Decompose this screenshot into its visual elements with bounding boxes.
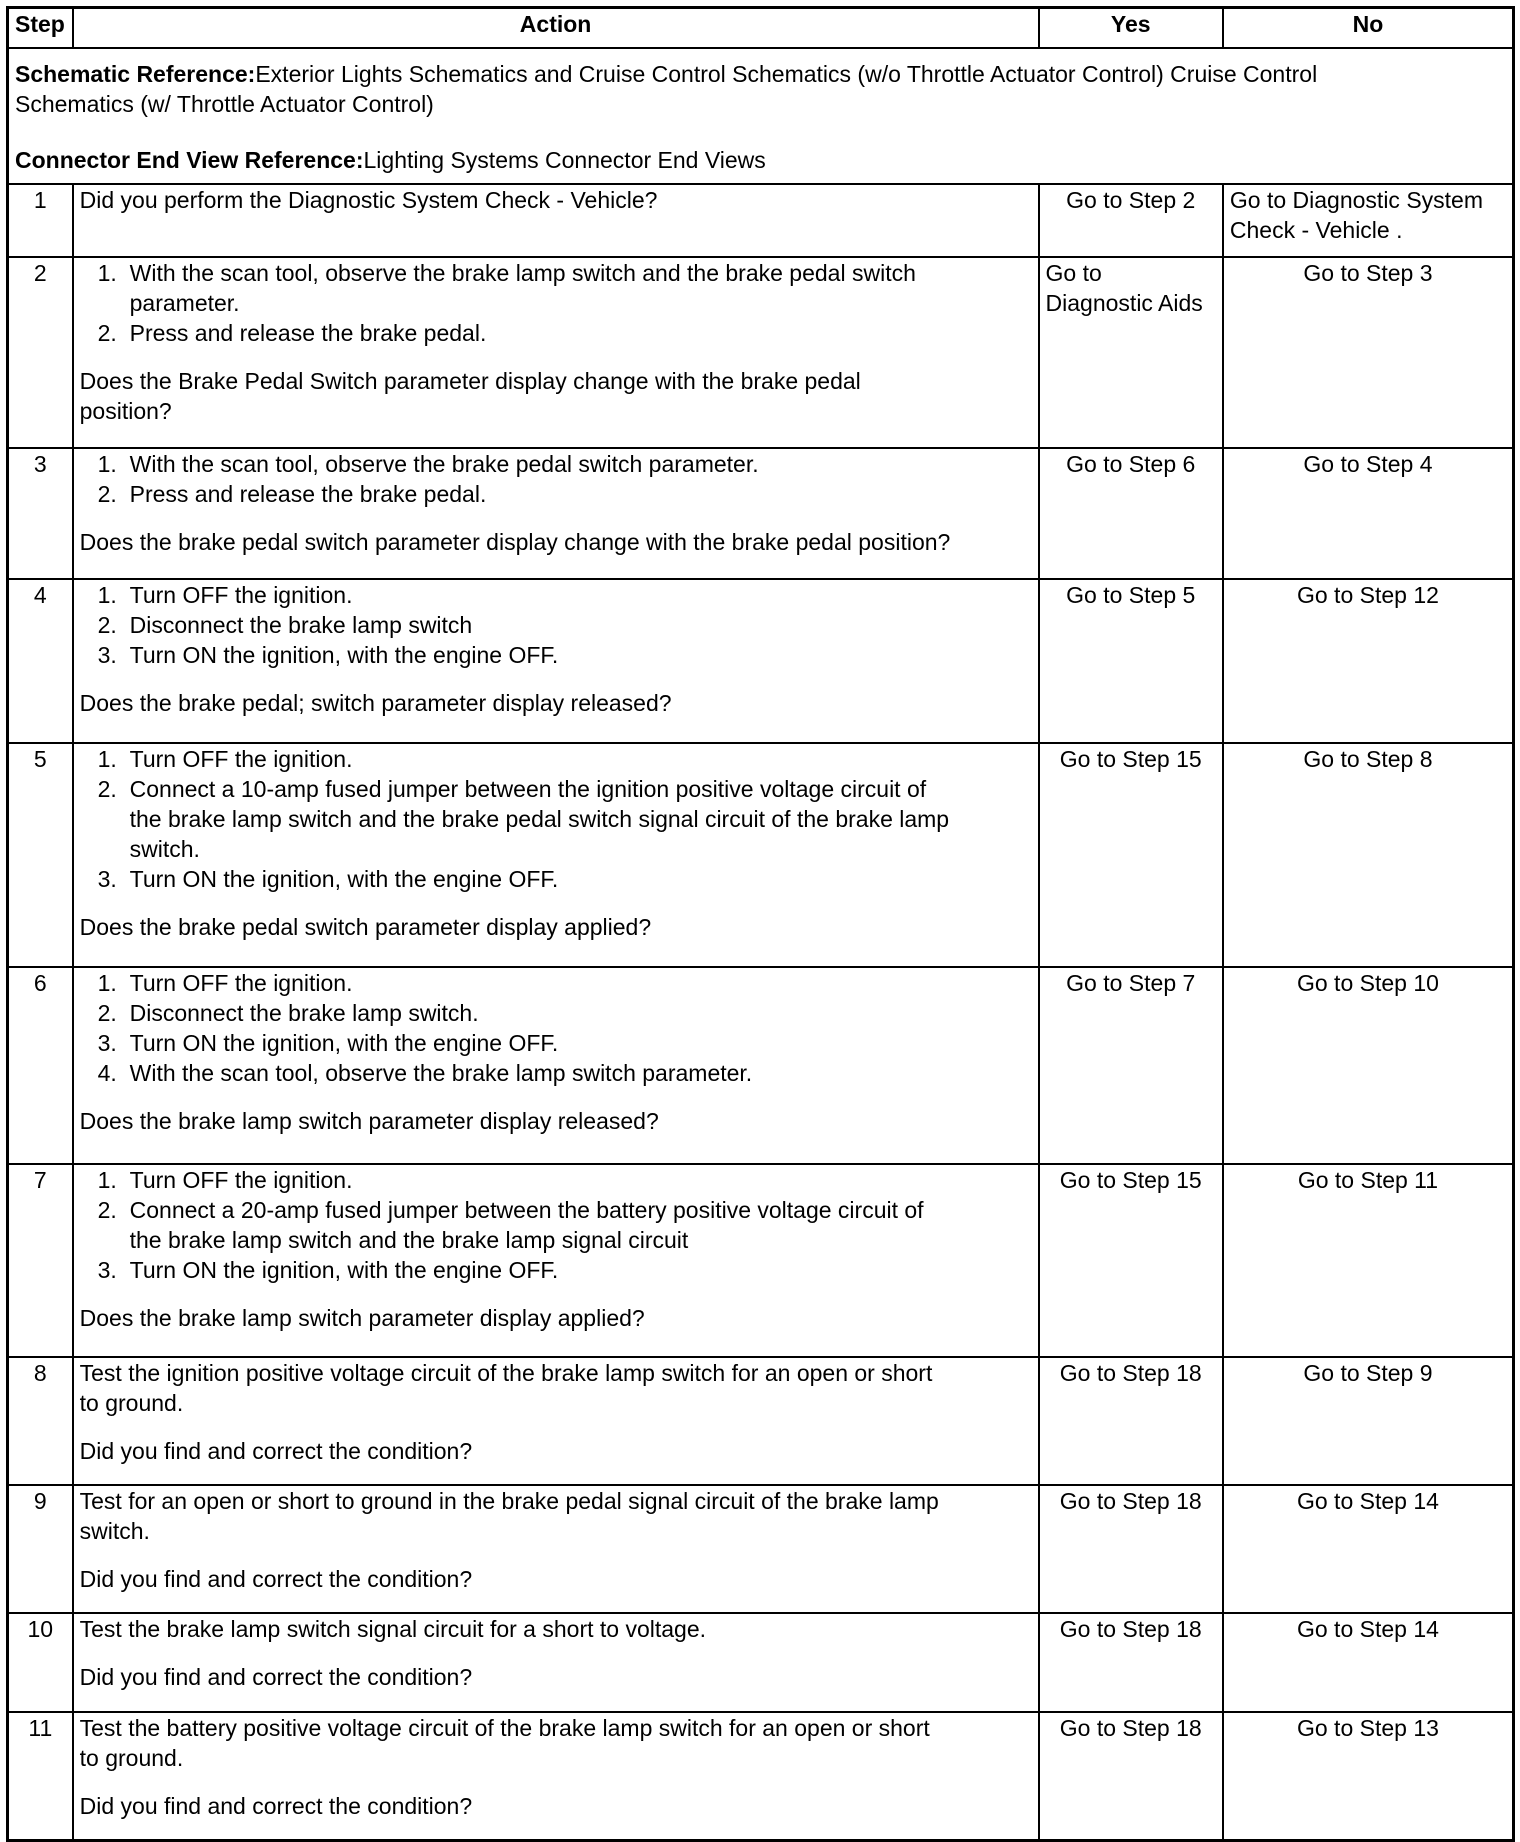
diagnostic-table-container: [6, 6, 1515, 1842]
yes-result-text[interactable]: Go to Step 7: [1066, 970, 1196, 996]
action-question-line: Does the brake pedal switch parameter display change with the brake pedal position?: [79, 529, 951, 555]
action-step-text: Turn OFF the ignition.: [129, 582, 353, 608]
action-step-text: Connect a 20-amp fused jumper between the battery positive voltage circuit of: [129, 1197, 924, 1223]
action-question: [80, 1106, 1032, 1136]
no-result[interactable]: [1223, 967, 1514, 1164]
no-result[interactable]: [1223, 1613, 1514, 1712]
action-cell: [73, 184, 1039, 257]
action-step-item: [80, 968, 1032, 998]
action-question-line: Does the brake lamp switch parameter display applied?: [79, 1305, 645, 1331]
connector-reference-text[interactable]: Lighting Systems Connector End Views: [363, 147, 766, 173]
action-cell: [73, 579, 1039, 743]
action-question: [80, 366, 1032, 426]
yes-result-text[interactable]: Go to Step 18: [1059, 1488, 1202, 1514]
action-step-number: 1.: [97, 746, 117, 772]
step-row: [8, 257, 1514, 448]
action-cell: [73, 967, 1039, 1164]
no-result-text[interactable]: Go to Step 3: [1303, 260, 1433, 286]
step-number: 5: [8, 743, 73, 967]
action-cell: [73, 1485, 1039, 1613]
action-question: [80, 1662, 1032, 1692]
action-step-number: 2.: [97, 1197, 117, 1223]
action-step-text: Turn ON the ignition, with the engine OFF.: [129, 642, 559, 668]
yes-result-text[interactable]: Go to Step 5: [1066, 582, 1196, 608]
action-step-item: [80, 580, 1032, 610]
action-step-list: [80, 449, 1032, 509]
action-step-number: 2.: [97, 776, 117, 802]
no-result[interactable]: [1223, 743, 1514, 967]
step-number: 1: [8, 184, 73, 257]
no-result[interactable]: [1223, 1164, 1514, 1357]
no-result-text[interactable]: Go to Step 13: [1296, 1715, 1439, 1741]
action-step-number: 2.: [97, 320, 117, 346]
action-step-number: 2.: [97, 1000, 117, 1026]
schematic-reference-continued[interactable]: Schematics (w/ Throttle Actuator Control): [15, 91, 434, 117]
action-step-number: 1.: [97, 260, 117, 286]
action-step-number: 2.: [97, 481, 117, 507]
action-text: Test the battery positive voltage circuit of the brake lamp switch for an open or short: [79, 1715, 930, 1741]
action-step-text: Turn OFF the ignition.: [129, 1167, 353, 1193]
action-step-text: Connect a 10-amp fused jumper between the ignition positive voltage circuit of: [129, 776, 927, 802]
action-step-item: [80, 1028, 1032, 1058]
yes-result[interactable]: [1039, 743, 1223, 967]
action-question-line: Did you find and correct the condition?: [79, 1566, 473, 1592]
action-cell: [73, 257, 1039, 448]
no-result-text[interactable]: Go to Step 10: [1296, 970, 1439, 996]
yes-result[interactable]: [1039, 1357, 1223, 1485]
yes-column-header: Yes: [1039, 8, 1223, 49]
action-text: to ground.: [79, 1390, 184, 1416]
action-step-text: Disconnect the brake lamp switch.: [129, 1000, 479, 1026]
action-step-number: 1.: [97, 970, 117, 996]
action-question: [80, 688, 1032, 718]
yes-result[interactable]: [1039, 579, 1223, 743]
action-question: [80, 1436, 1032, 1466]
action-step-list: [80, 744, 1032, 894]
action-question-line: Did you find and correct the condition?: [79, 1793, 473, 1819]
action-step-text: Press and release the brake pedal.: [129, 481, 487, 507]
action-step-number: 3.: [97, 866, 117, 892]
step-number: 9: [8, 1485, 73, 1613]
action-step-item: [80, 744, 1032, 774]
action-step-item: [80, 998, 1032, 1028]
yes-result[interactable]: [1039, 257, 1223, 448]
step-row: [8, 1357, 1514, 1485]
step-number: 7: [8, 1164, 73, 1357]
reference-cell: [8, 48, 1514, 184]
reference-spacer: [15, 119, 1506, 145]
action-step-item: [80, 258, 1032, 318]
action-step-number: 1.: [97, 1167, 117, 1193]
step-row: [8, 967, 1514, 1164]
step-number: 6: [8, 967, 73, 1164]
reference-row: [8, 48, 1514, 184]
no-result[interactable]: [1223, 257, 1514, 448]
action-step-text: parameter.: [129, 290, 240, 316]
action-step-number: 3.: [97, 1030, 117, 1056]
action-text: to ground.: [79, 1745, 184, 1771]
action-step-item: [80, 318, 1032, 348]
step-row: [8, 743, 1514, 967]
action-step-number: 2.: [97, 612, 117, 638]
action-step-item: [80, 640, 1032, 670]
action-step-text: Turn OFF the ignition.: [129, 746, 353, 772]
action-step-item: [80, 1165, 1032, 1195]
step-number: 2: [8, 257, 73, 448]
action-column-header: Action: [73, 8, 1039, 49]
action-step-item: [80, 1255, 1032, 1285]
action-step-text: Turn ON the ignition, with the engine OFF.: [129, 1257, 559, 1283]
action-text: Test the brake lamp switch signal circuit for a short to voltage.: [79, 1616, 707, 1642]
no-result[interactable]: [1223, 1357, 1514, 1485]
action-step-text: the brake lamp switch and the brake lamp signal circuit: [129, 1227, 689, 1253]
action-step-text: Disconnect the brake lamp switch: [129, 612, 473, 638]
action-step-text: Turn ON the ignition, with the engine OFF.: [129, 1030, 559, 1056]
action-question: [80, 1303, 1032, 1333]
action-question: [80, 1564, 1032, 1594]
action-text: Test for an open or short to ground in the brake pedal signal circuit of the brake lamp: [79, 1488, 939, 1514]
action-step-list: [80, 1165, 1032, 1285]
step-row: [8, 1485, 1514, 1613]
action-cell: [73, 1712, 1039, 1840]
step-number: 10: [8, 1613, 73, 1712]
action-step-text: the brake lamp switch and the brake pedal switch signal circuit of the brake lamp: [129, 806, 950, 832]
step-number: 3: [8, 448, 73, 579]
step-number: 11: [8, 1712, 73, 1840]
no-result-text[interactable]: Check - Vehicle .: [1229, 217, 1403, 243]
action-cell: [73, 743, 1039, 967]
step-row: [8, 184, 1514, 257]
yes-result[interactable]: [1039, 184, 1223, 257]
no-result[interactable]: [1223, 448, 1514, 579]
action-step-number: 1.: [97, 451, 117, 477]
action-cell: [73, 1613, 1039, 1712]
action-step-number: 3.: [97, 1257, 117, 1283]
action-cell: [73, 1357, 1039, 1485]
action-step-item: [80, 1058, 1032, 1088]
action-step-text: Turn OFF the ignition.: [129, 970, 353, 996]
diagnostic-table: [6, 6, 1515, 1842]
action-step-item: [80, 449, 1032, 479]
connector-reference: [15, 145, 1506, 175]
action-step-item: [80, 864, 1032, 894]
schematic-reference-label: Schematic Reference:: [15, 61, 256, 87]
action-text: Did you perform the Diagnostic System Check - Vehicle?: [79, 187, 658, 213]
action-step-item: [80, 610, 1032, 640]
action-text: switch.: [79, 1518, 150, 1544]
no-result-text[interactable]: Go to Diagnostic System: [1229, 187, 1484, 213]
action-question-line: position?: [79, 398, 172, 424]
step-row: [8, 1712, 1514, 1840]
step-row: [8, 1613, 1514, 1712]
action-step-item: [80, 1195, 1032, 1255]
no-result-text[interactable]: Go to Step 8: [1303, 746, 1433, 772]
step-row: [8, 579, 1514, 743]
action-step-list: [80, 580, 1032, 670]
action-question: [80, 1791, 1032, 1821]
connector-reference-label: Connector End View Reference:: [15, 147, 364, 173]
action-step-text: With the scan tool, observe the brake pedal switch parameter.: [129, 451, 759, 477]
action-cell: [73, 448, 1039, 579]
step-row: [8, 448, 1514, 579]
action-step-text: With the scan tool, observe the brake lamp switch and the brake pedal switch: [129, 260, 916, 286]
action-step-list: [80, 968, 1032, 1088]
action-text: Test the ignition positive voltage circuit of the brake lamp switch for an open or short: [79, 1360, 933, 1386]
yes-result[interactable]: [1039, 1485, 1223, 1613]
step-number: 8: [8, 1357, 73, 1485]
no-result[interactable]: [1223, 579, 1514, 743]
schematic-reference: [15, 59, 1506, 89]
action-step-text: Press and release the brake pedal.: [129, 320, 487, 346]
yes-result-text[interactable]: Go to Step 15: [1059, 1167, 1202, 1193]
action-step-item: [80, 774, 1032, 864]
no-result-text[interactable]: Go to Step 12: [1296, 582, 1439, 608]
action-question-line: Does the brake lamp switch parameter display released?: [79, 1108, 659, 1134]
action-question-line: Did you find and correct the condition?: [79, 1438, 473, 1464]
no-result-text[interactable]: Go to Step 14: [1296, 1616, 1439, 1642]
action-step-number: 1.: [97, 582, 117, 608]
action-question: [80, 912, 1032, 942]
action-step-text: Turn ON the ignition, with the engine OFF.: [129, 866, 559, 892]
no-result[interactable]: [1223, 184, 1514, 257]
step-column-header: Step: [8, 8, 73, 49]
action-question-line: Does the brake pedal switch parameter display applied?: [79, 914, 652, 940]
no-result-text[interactable]: Go to Step 9: [1303, 1360, 1433, 1386]
action-step-item: [80, 479, 1032, 509]
schematic-reference-text[interactable]: Exterior Lights Schematics and Cruise Control Schematics (w/o Throttle Actuator Control) Cruise Control: [255, 61, 1318, 87]
action-cell: [73, 1164, 1039, 1357]
yes-result-text[interactable]: Diagnostic Aids: [1045, 290, 1203, 316]
step-row: [8, 1164, 1514, 1357]
yes-result[interactable]: [1039, 967, 1223, 1164]
header-row: [8, 8, 1514, 49]
yes-result-text[interactable]: Go to: [1045, 260, 1102, 286]
step-number: 4: [8, 579, 73, 743]
yes-result[interactable]: [1039, 1712, 1223, 1840]
yes-result[interactable]: [1039, 1164, 1223, 1357]
yes-result[interactable]: [1039, 448, 1223, 579]
action-step-number: 4.: [97, 1060, 117, 1086]
no-column-header: No: [1223, 8, 1514, 49]
yes-result-text[interactable]: Go to Step 18: [1059, 1360, 1202, 1386]
no-result-text[interactable]: Go to Step 11: [1297, 1167, 1439, 1193]
action-question-line: Does the brake pedal; switch parameter display released?: [79, 690, 672, 716]
yes-result[interactable]: [1039, 1613, 1223, 1712]
yes-result-text[interactable]: Go to Step 6: [1066, 451, 1196, 477]
action-question-line: Did you find and correct the condition?: [79, 1664, 473, 1690]
action-step-text: With the scan tool, observe the brake lamp switch parameter.: [129, 1060, 753, 1086]
yes-result-text[interactable]: Go to Step 18: [1059, 1616, 1202, 1642]
action-step-number: 3.: [97, 642, 117, 668]
action-step-list: [80, 258, 1032, 348]
yes-result-text[interactable]: Go to Step 15: [1059, 746, 1202, 772]
no-result[interactable]: [1223, 1712, 1514, 1840]
action-step-text: switch.: [129, 836, 200, 862]
no-result-text[interactable]: Go to Step 4: [1303, 451, 1433, 477]
yes-result-text[interactable]: Go to Step 2: [1066, 187, 1196, 213]
no-result[interactable]: [1223, 1485, 1514, 1613]
action-question: [80, 527, 1032, 557]
no-result-text[interactable]: Go to Step 14: [1296, 1488, 1439, 1514]
yes-result-text[interactable]: Go to Step 18: [1059, 1715, 1202, 1741]
action-question-line: Does the Brake Pedal Switch parameter display change with the brake pedal: [79, 368, 861, 394]
